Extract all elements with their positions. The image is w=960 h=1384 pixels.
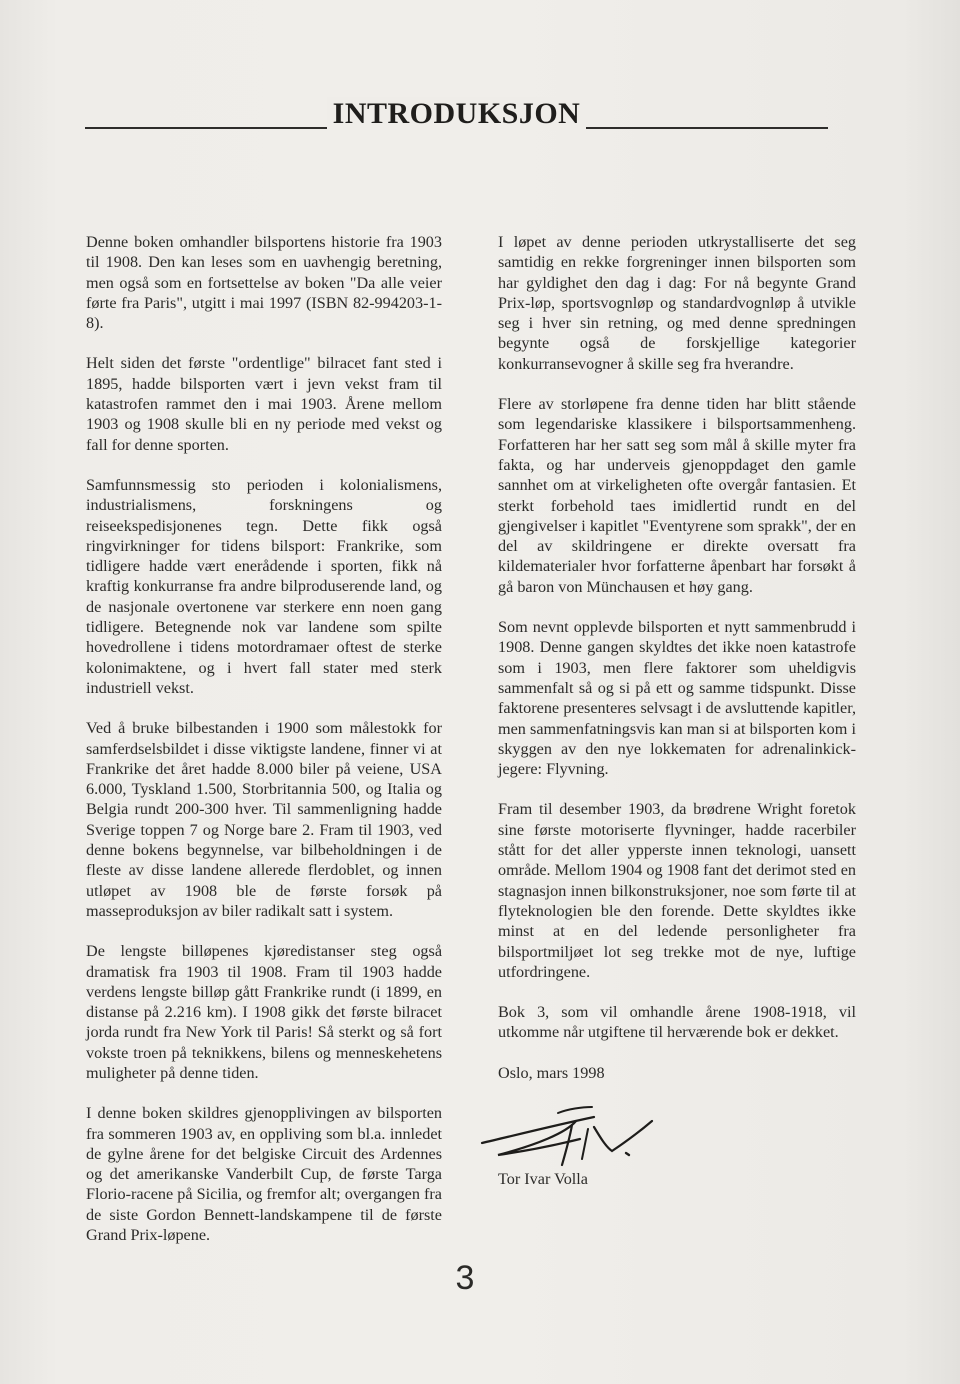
paragraph: Helt siden det første "ordentlige" bilracet fant sted i 1895, hadde bilsporten vært i jevn vekst fram til katastrofen rammet den i mai 1903. Årene mellom 1903 og 1908 skulle bli en ny periode med vekst og fall for denne sporten. — [86, 354, 442, 454]
paragraph: I løpet av denne perioden utkrystalliserte det seg samtidig en rekke forgreninger innen bilsporten som har gyldighet den dag i dag: For nå begynte Grand Prix-løp, sportsvognløp og standardvognløp å utvikle seg i hver sin retning, og med denne spredningen begynte også de forskjellige kategorier konkurransevogner å skille seg fra hverandre. — [498, 233, 856, 373]
page-title-text: INTRODUKSJON — [327, 97, 587, 130]
paragraph: I denne boken skildres gjenopplivingen av bilsporten fra sommeren 1903 av, en oppliving som bl.a. innledet de gylne årene for det belgiske Circuit des Ardennes og det amerikanske Vanderbilt Cup, de første Targa Florio-racene på Sicilia, og fremfor alt; overgangen fra de siste Gordon Bennett-landskampene til de første Grand Prix-løpene. — [86, 1104, 442, 1245]
page-header — [85, 96, 828, 132]
paragraph: Flere av storløpene fra denne tiden har blitt stående som legendariske klassikere i bilsportsammenheng. Forfatteren har her satt seg som mål å skille myter fra fakta, og har underveis gjenoppdaget den gamle sannhet om at virkeligheten ofte overgår fantasien. Et sterkt forbehold taes imidlertid rundt en del gjengivelser i kapitlet "Eventyrene som sprakk", der en del av skildringene er direkte oversatt fra kildematerialer hvor forfatterne åpenbart har forsøkt å gå baron von Münchausen et høy gang. — [498, 395, 856, 596]
right-column — [498, 232, 856, 1209]
left-column — [86, 232, 442, 1265]
paragraph: Ved å bruke bilbestanden i 1900 som målestokk for samferdselsbildet i disse viktigste landene, finner vi at Frankrike det året hadde 8.000 biler på veiene, USA 6.000, Tyskland 1.500, Storbritannia 500, og Italia og Belgia rundt 200-300 hver. Til sammenligning hadde Sverige toppen 7 og Norge bare 2. Fram til 1903, ved denne bokens begynnelse, var bilbeholdningen i de fleste av disse landene allerede flerdoblet, og innen utløpet av 1908 ble de første forsøk på masseproduksjon av biler radikalt satt i system. — [86, 719, 442, 920]
paragraph: Samfunnsmessig sto perioden i kolonialismens, industrialismens, forskningens og reiseekspedisjonenes tegn. Dette fikk også ringvirkninger for tidens bilsport: Frankrike, som tidligere hadde vært enerådende i sporten, fikk nå kraftig konkurranse fra andre bilproduserende land, og de nasjonale overtonene var sterkere enn noen gang tidligere. Betegnende nok var landene som spilte hovedrollene i tidens motordramaer oftest de sterke kolonimaktene, og i hvert fall stater med sterk industriell vekst. — [86, 475, 442, 697]
page-number: 3 — [455, 1259, 475, 1297]
paragraph: Bok 3, som vil omhandle årene 1908-1918, vil utkomme når utgiftene til herværende bok er dekket. — [498, 1003, 856, 1042]
paragraph: De lengste billøpenes kjøredistanser steg også dramatisk fra 1903 til 1908. Fram til 1903 hadde verdens lengste billøp gått Frankrike rundt (i 1899, en distanse på 2.216 km). I 1908 gikk det første bilracet jorda rundt fra New York til Paris! Så sterkt og så fort vokste troen på teknikkens, bilens og menneskehetens muligheter på denne tiden. — [86, 942, 442, 1082]
signer-name: Tor Ivar Volla — [498, 1169, 588, 1188]
paragraph: Som nevnt opplevde bilsporten et nytt sammenbrudd i 1908. Denne gangen skyldtes det ikke noen katastrofe som i 1903, men flere faktorer som uheldigvis sammenfalt så og si på ett og samme tidspunkt. Disse faktorene presenteres selvsagt i de avsluttende kapitler, men sammenfatningsvis kan man si at bilsporten kom i skyggen av den nye lokkematen for adrenalinkick-jegere: Flyvning. — [498, 618, 856, 779]
page-title — [85, 96, 828, 132]
paragraph: Fram til desember 1903, da brødrene Wright foretok sine første motoriserte flyvninger, hadde racerbiler stått for det aller ypperste innen teknologi, uansett område. Mellom 1904 og 1908 fant det derimot sted en stagnasjon innen bilkonstruksjoner, noe som førte til at flyteknologien ble den forende. Dette skyldtes ikke minst at en del ledende personligheter fra bilsportmiljøet lot seg trekke mot de nye, luftige utfordringene. — [498, 800, 856, 981]
paragraph: Denne boken omhandler bilsportens historie fra 1903 til 1908. Den kan leses som en uavhengig beretning, men også som en fortsettelse av boken "Da alle veier førte fra Paris", utgitt i mai 1997 (ISBN 82-994203-1-8). — [86, 233, 442, 333]
handwritten-signature — [476, 1103, 666, 1169]
place-date: Oslo, mars 1998 — [498, 1063, 605, 1082]
